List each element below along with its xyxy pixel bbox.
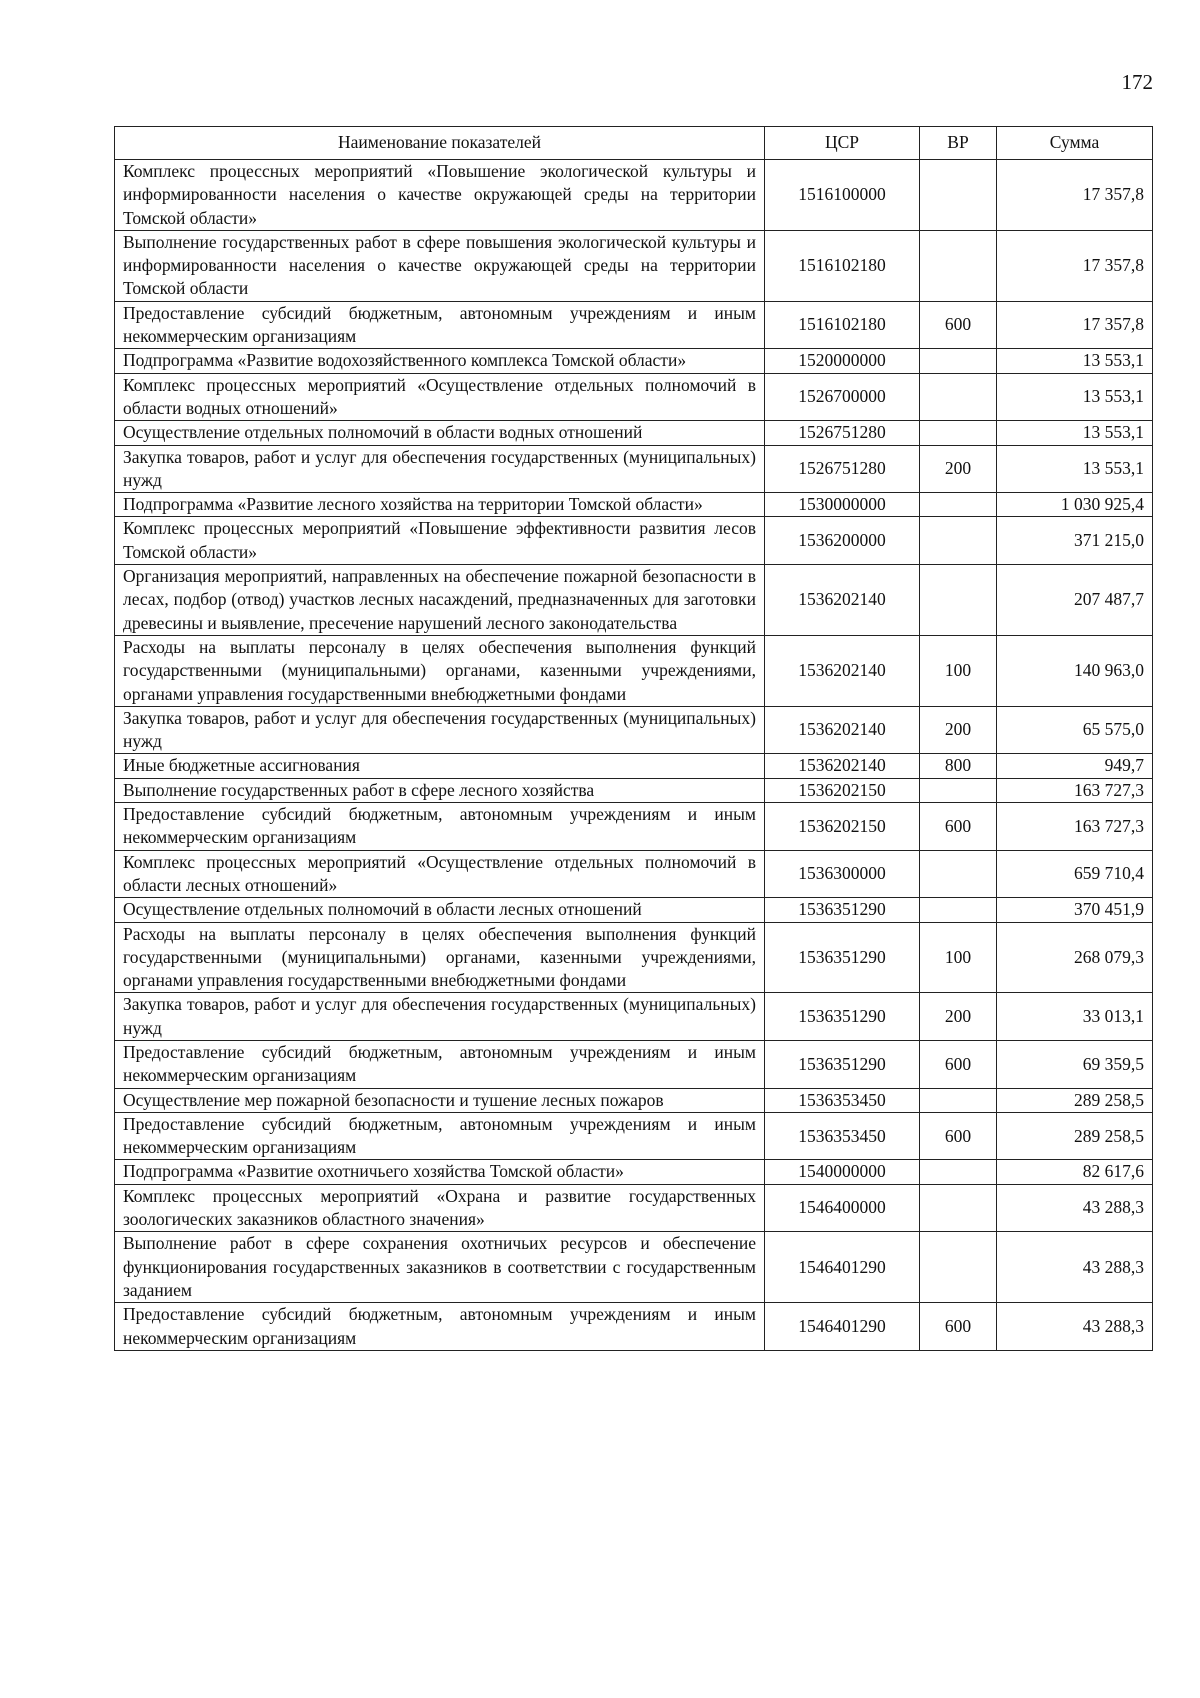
cell-sum: 17 357,8	[997, 230, 1153, 301]
cell-vr: 600	[920, 1303, 997, 1351]
cell-sum: 140 963,0	[997, 635, 1153, 706]
cell-name: Комплекс процессных мероприятий «Осуществление отдельных полномочий в области водных отношений»	[115, 373, 765, 421]
cell-sum: 370 451,9	[997, 898, 1153, 922]
table-row	[115, 160, 1153, 231]
table-row	[115, 1232, 1153, 1303]
table-row	[115, 1088, 1153, 1112]
cell-vr: 200	[920, 445, 997, 493]
cell-csr: 1536351290	[765, 922, 920, 993]
cell-sum: 659 710,4	[997, 850, 1153, 898]
cell-csr: 1536353450	[765, 1112, 920, 1160]
cell-csr: 1546401290	[765, 1303, 920, 1351]
cell-sum: 207 487,7	[997, 565, 1153, 636]
cell-csr: 1516100000	[765, 160, 920, 231]
cell-name: Осуществление отдельных полномочий в области лесных отношений	[115, 898, 765, 922]
cell-sum: 1 030 925,4	[997, 493, 1153, 517]
cell-sum: 17 357,8	[997, 160, 1153, 231]
cell-name: Подпрограмма «Развитие лесного хозяйства на территории Томской области»	[115, 493, 765, 517]
table-row	[115, 349, 1153, 373]
cell-csr: 1526751280	[765, 421, 920, 445]
cell-name: Закупка товаров, работ и услуг для обеспечения государственных (муниципальных) нужд	[115, 445, 765, 493]
cell-name: Расходы на выплаты персоналу в целях обеспечения выполнения функций государственными (муниципальными) органами, казенными учреждениями, органами управления государственными внебюджетными фондами	[115, 922, 765, 993]
cell-sum: 13 553,1	[997, 421, 1153, 445]
header-vr: ВР	[920, 127, 997, 160]
cell-sum: 13 553,1	[997, 445, 1153, 493]
table-row	[115, 230, 1153, 301]
cell-vr	[920, 850, 997, 898]
cell-csr: 1546400000	[765, 1184, 920, 1232]
table-row	[115, 493, 1153, 517]
cell-sum: 163 727,3	[997, 803, 1153, 851]
cell-vr	[920, 1160, 997, 1184]
cell-csr: 1536202150	[765, 778, 920, 802]
cell-sum: 268 079,3	[997, 922, 1153, 993]
cell-sum: 371 215,0	[997, 517, 1153, 565]
cell-sum: 13 553,1	[997, 373, 1153, 421]
cell-csr: 1536353450	[765, 1088, 920, 1112]
table-row	[115, 922, 1153, 993]
table-row	[115, 373, 1153, 421]
table-row	[115, 706, 1153, 754]
cell-name: Подпрограмма «Развитие охотничьего хозяйства Томской области»	[115, 1160, 765, 1184]
table-row	[115, 421, 1153, 445]
table-row	[115, 635, 1153, 706]
cell-sum: 43 288,3	[997, 1303, 1153, 1351]
cell-csr: 1536351290	[765, 993, 920, 1041]
cell-name: Предоставление субсидий бюджетным, автономным учреждениям и иным некоммерческим организациям	[115, 803, 765, 851]
table-row	[115, 1184, 1153, 1232]
cell-vr	[920, 517, 997, 565]
table-row	[115, 445, 1153, 493]
cell-sum: 13 553,1	[997, 349, 1153, 373]
cell-vr: 800	[920, 754, 997, 778]
table-row	[115, 1112, 1153, 1160]
cell-name: Комплекс процессных мероприятий «Повышение экологической культуры и информированности населения о качестве окружающей среды на территории Томской области»	[115, 160, 765, 231]
cell-name: Осуществление отдельных полномочий в области водных отношений	[115, 421, 765, 445]
cell-sum: 949,7	[997, 754, 1153, 778]
cell-name: Предоставление субсидий бюджетным, автономным учреждениям и иным некоммерческим организациям	[115, 1040, 765, 1088]
cell-vr: 100	[920, 922, 997, 993]
cell-sum: 82 617,6	[997, 1160, 1153, 1184]
cell-csr: 1536351290	[765, 1040, 920, 1088]
cell-csr: 1536200000	[765, 517, 920, 565]
cell-sum: 33 013,1	[997, 993, 1153, 1041]
cell-vr	[920, 230, 997, 301]
cell-vr	[920, 565, 997, 636]
cell-vr	[920, 1232, 997, 1303]
cell-vr	[920, 1088, 997, 1112]
cell-name: Предоставление субсидий бюджетным, автономным учреждениям и иным некоммерческим организациям	[115, 1112, 765, 1160]
cell-csr: 1536202140	[765, 635, 920, 706]
header-csr: ЦСР	[765, 127, 920, 160]
cell-name: Осуществление мер пожарной безопасности и тушение лесных пожаров	[115, 1088, 765, 1112]
table-row	[115, 754, 1153, 778]
header-name: Наименование показателей	[115, 127, 765, 160]
cell-csr: 1516102180	[765, 230, 920, 301]
cell-csr: 1540000000	[765, 1160, 920, 1184]
cell-vr: 600	[920, 803, 997, 851]
table-row	[115, 1160, 1153, 1184]
table-row	[115, 898, 1153, 922]
cell-sum: 43 288,3	[997, 1232, 1153, 1303]
cell-csr: 1546401290	[765, 1232, 920, 1303]
cell-vr	[920, 493, 997, 517]
cell-name: Расходы на выплаты персоналу в целях обеспечения выполнения функций государственными (муниципальными) органами, казенными учреждениями, органами управления государственными внебюджетными фондами	[115, 635, 765, 706]
cell-csr: 1526700000	[765, 373, 920, 421]
cell-name: Комплекс процессных мероприятий «Осуществление отдельных полномочий в области лесных отношений»	[115, 850, 765, 898]
cell-vr	[920, 349, 997, 373]
table-row	[115, 803, 1153, 851]
cell-csr: 1536202140	[765, 706, 920, 754]
table-row	[115, 565, 1153, 636]
cell-name: Предоставление субсидий бюджетным, автономным учреждениям и иным некоммерческим организациям	[115, 1303, 765, 1351]
table-row	[115, 993, 1153, 1041]
cell-sum: 163 727,3	[997, 778, 1153, 802]
cell-sum: 65 575,0	[997, 706, 1153, 754]
cell-vr: 200	[920, 706, 997, 754]
cell-csr: 1536300000	[765, 850, 920, 898]
cell-csr: 1530000000	[765, 493, 920, 517]
budget-table	[114, 126, 1153, 1351]
table-row	[115, 1040, 1153, 1088]
cell-name: Закупка товаров, работ и услуг для обеспечения государственных (муниципальных) нужд	[115, 706, 765, 754]
cell-vr: 600	[920, 1040, 997, 1088]
cell-sum: 69 359,5	[997, 1040, 1153, 1088]
cell-csr: 1536202140	[765, 565, 920, 636]
cell-csr: 1536351290	[765, 898, 920, 922]
cell-vr: 200	[920, 993, 997, 1041]
cell-sum: 289 258,5	[997, 1112, 1153, 1160]
cell-name: Выполнение государственных работ в сфере лесного хозяйства	[115, 778, 765, 802]
cell-vr: 100	[920, 635, 997, 706]
cell-name: Закупка товаров, работ и услуг для обеспечения государственных (муниципальных) нужд	[115, 993, 765, 1041]
cell-name: Выполнение государственных работ в сфере повышения экологической культуры и информированности населения о качестве окружающей среды на территории Томской области	[115, 230, 765, 301]
page-number: 172	[1121, 70, 1153, 94]
cell-csr: 1536202140	[765, 754, 920, 778]
cell-vr: 600	[920, 1112, 997, 1160]
cell-csr: 1520000000	[765, 349, 920, 373]
table-row	[115, 778, 1153, 802]
cell-vr	[920, 898, 997, 922]
cell-csr: 1536202150	[765, 803, 920, 851]
cell-vr	[920, 160, 997, 231]
cell-sum: 17 357,8	[997, 301, 1153, 349]
cell-name: Комплекс процессных мероприятий «Охрана и развитие государственных зоологических заказников областного значения»	[115, 1184, 765, 1232]
cell-name: Организация мероприятий, направленных на обеспечение пожарной безопасности в лесах, подбор (отвод) участков лесных насаждений, предназначенных для заготовки древесины и выявление, пресечение нарушений лесного законодательства	[115, 565, 765, 636]
table-row	[115, 850, 1153, 898]
cell-vr	[920, 778, 997, 802]
cell-name: Выполнение работ в сфере сохранения охотничьих ресурсов и обеспечение функционирования государственных заказников в соответствии с государственным заданием	[115, 1232, 765, 1303]
table-row	[115, 1303, 1153, 1351]
cell-vr	[920, 421, 997, 445]
cell-sum: 289 258,5	[997, 1088, 1153, 1112]
table-row	[115, 301, 1153, 349]
cell-name: Иные бюджетные ассигнования	[115, 754, 765, 778]
cell-sum: 43 288,3	[997, 1184, 1153, 1232]
cell-name: Предоставление субсидий бюджетным, автономным учреждениям и иным некоммерческим организациям	[115, 301, 765, 349]
cell-vr: 600	[920, 301, 997, 349]
table-row	[115, 517, 1153, 565]
table-header-row	[115, 127, 1153, 160]
cell-csr: 1516102180	[765, 301, 920, 349]
cell-name: Комплекс процессных мероприятий «Повышение эффективности развития лесов Томской области»	[115, 517, 765, 565]
cell-vr	[920, 373, 997, 421]
cell-vr	[920, 1184, 997, 1232]
cell-name: Подпрограмма «Развитие водохозяйственного комплекса Томской области»	[115, 349, 765, 373]
header-sum: Сумма	[997, 127, 1153, 160]
cell-csr: 1526751280	[765, 445, 920, 493]
table-body	[115, 160, 1153, 1351]
